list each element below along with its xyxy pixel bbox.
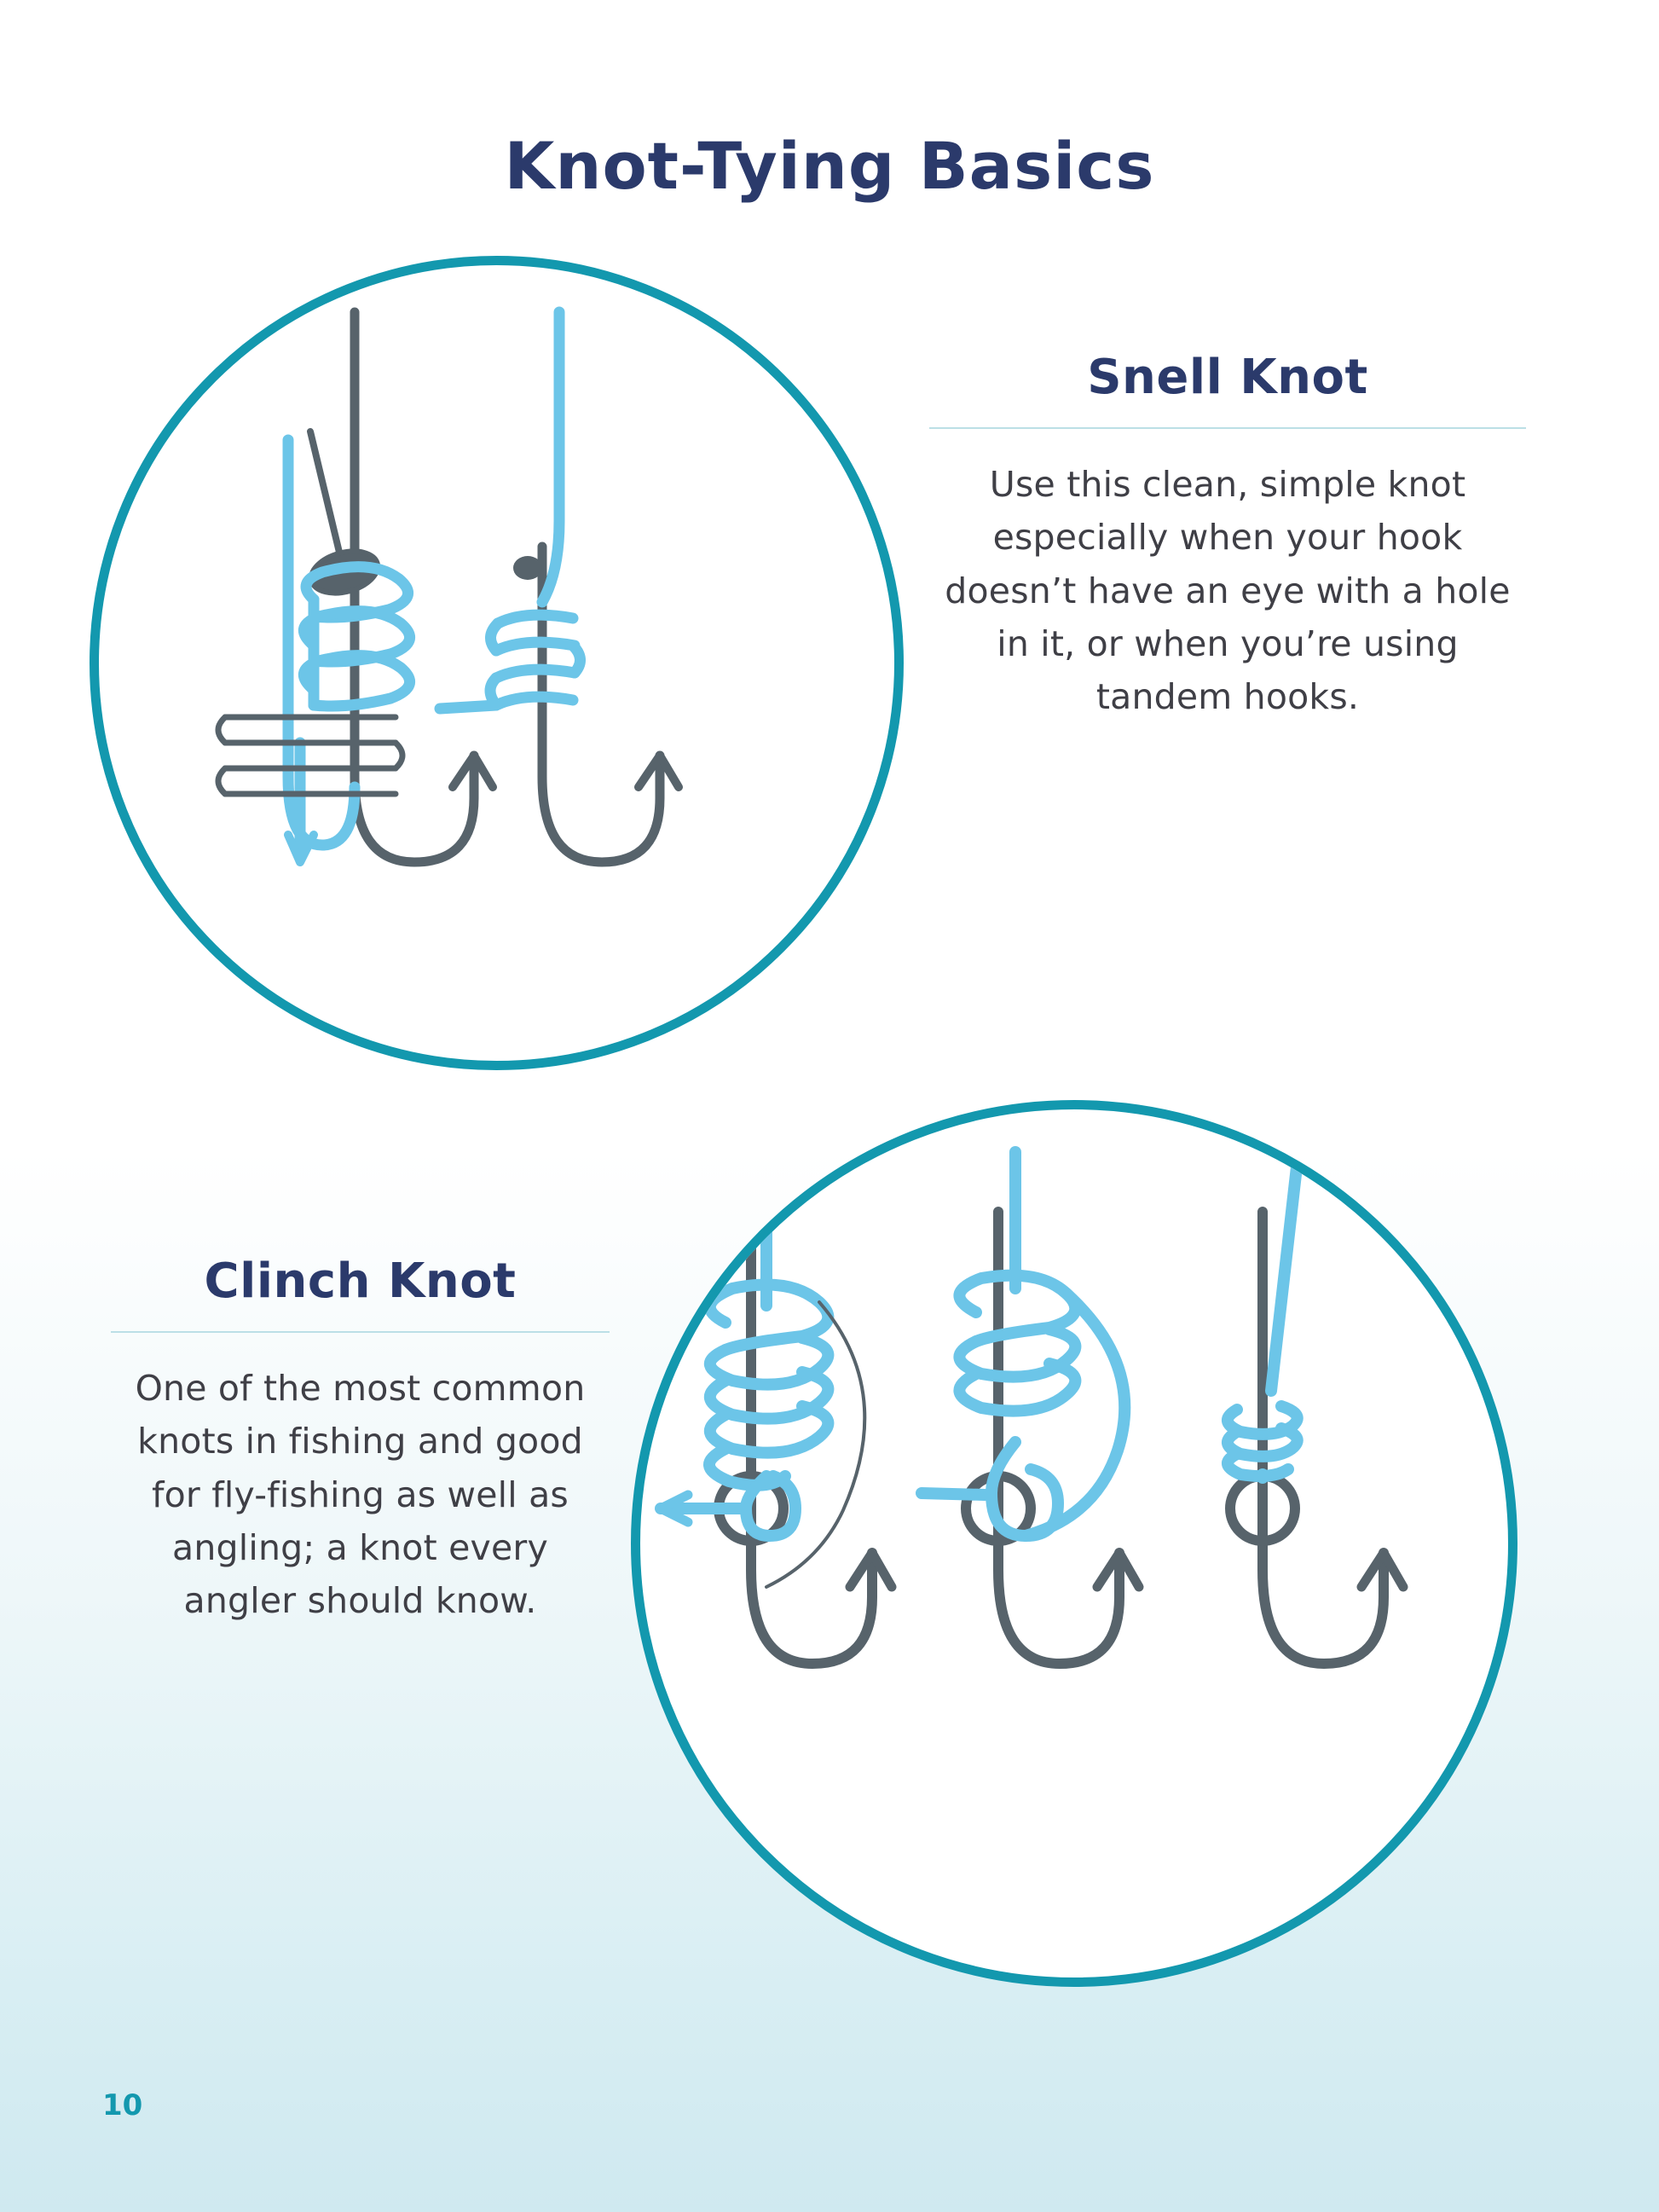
clinch-knot-diagram: [640, 1109, 1508, 1977]
clinch-knot-text-block: [111, 1254, 610, 1628]
snell-knot-diagram: [99, 265, 894, 1061]
page-number: 10: [102, 2088, 143, 2122]
clinch-knot-description: One of the most common knots in fishing and good for fly-fishing as well as angling; a knot every angler should know.: [135, 1368, 586, 1622]
clinch-knot-illustration-circle: [631, 1100, 1517, 1987]
snell-knot-illustration-circle: [90, 256, 904, 1070]
snell-divider: [929, 427, 1526, 429]
snell-knot-description: Use this clean, simple knot especially when your hook doesn’t have an eye with a hole in it, or when you’re using tandem hooks.: [945, 464, 1511, 718]
snell-knot-heading: Snell Knot: [1087, 350, 1368, 405]
page-title: Knot-Tying Basics: [504, 128, 1155, 204]
clinch-knot-heading: Clinch Knot: [204, 1254, 517, 1309]
snell-knot-text-block: [929, 350, 1526, 724]
clinch-divider: [111, 1331, 610, 1333]
